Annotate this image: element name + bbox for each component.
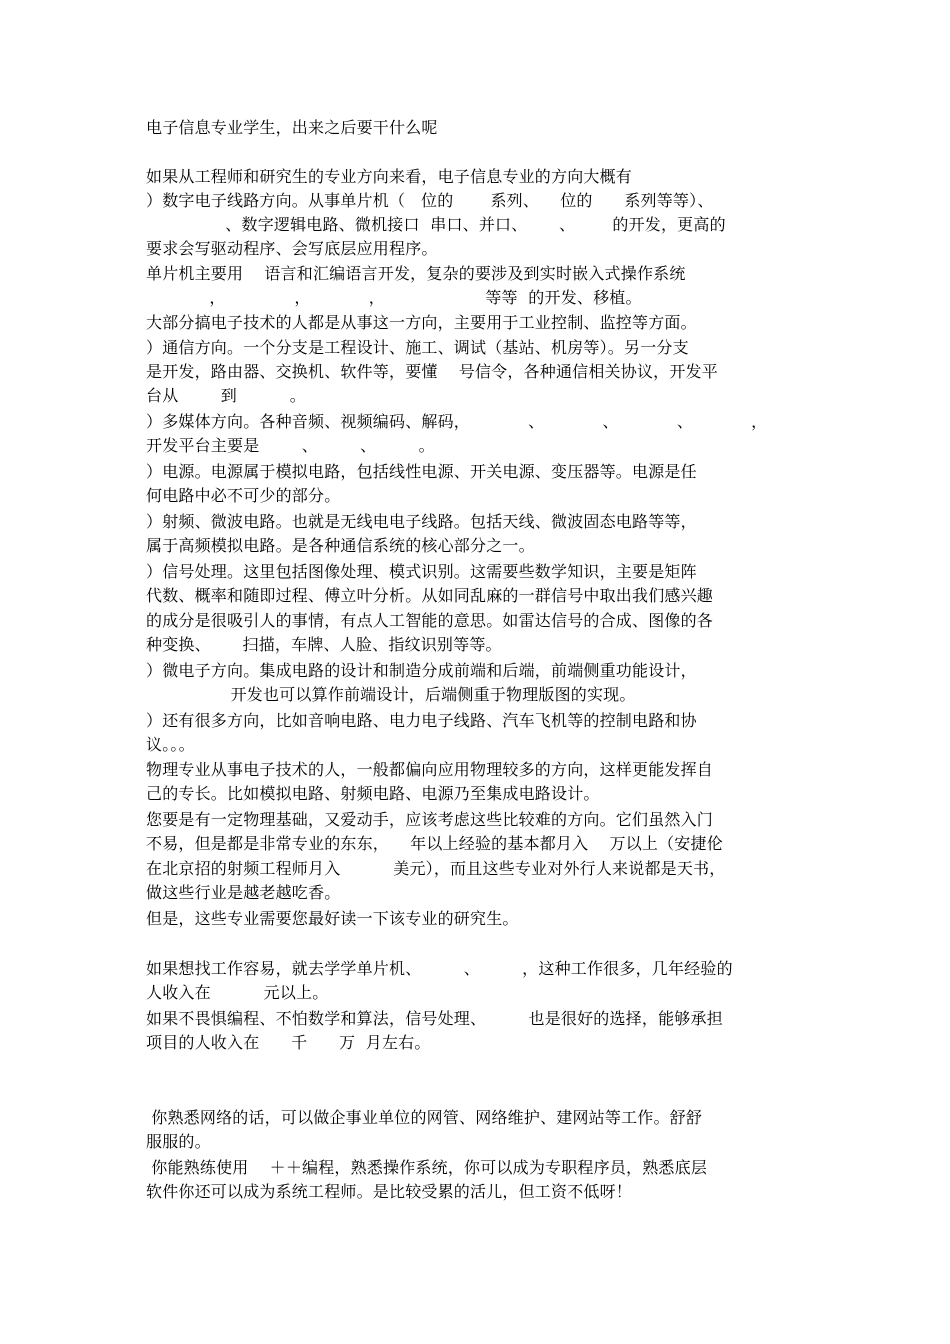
paragraph-line: 要求会写驱动程序、会写底层应用程序。 (146, 239, 438, 258)
paragraph-line: ）通信方向。一个分支是工程设计、施工、调试（基站、机房等）。另一分支 (146, 338, 689, 357)
paragraph-line: 台从 到 。 (146, 386, 306, 405)
paragraph-line: 如果从工程师和研究生的专业方向来看，电子信息专业的方向大概有 (146, 167, 633, 186)
paragraph-line: 您要是有一定物理基础，又爱动手，应该考虑这些比较难的方向。它们虽然入门 (146, 810, 714, 829)
paragraph-line: ）信号处理。这里包括图像处理、模式识别。这需要些数学知识，主要是矩阵 (146, 562, 697, 581)
paragraph-line: ）还有很多方向，比如音响电路、电力电子线路、汽车飞机等的控制电路和协 (146, 711, 697, 730)
paragraph-line: 项目的人收入在 千 万 月左右。 (146, 1033, 431, 1052)
paragraph-line: 做这些行业是越老越吃香。 (146, 883, 341, 902)
paragraph-line: 如果不畏惧编程、不怕数学和算法，信号处理、 也是很好的选择，能够承担 (146, 1009, 723, 1028)
paragraph-line: 软件你还可以成为系统工程师。是比较受累的活儿，但工资不低呀！ (146, 1182, 633, 1201)
paragraph-line: ， ， ， 等等 的开发、移植。 (146, 288, 642, 307)
paragraph-line: ）数字电子线路方向。从事单片机（ 位的 系列、 位的 系列等等）、 (146, 191, 714, 210)
paragraph-line: 种变换、 扫描，车牌、人脸、指纹识别等等。 (146, 635, 502, 654)
paragraph-line: 物理专业从事电子技术的人，一般都偏向应用物理较多的方向，这样更能发挥自 (146, 760, 714, 779)
paragraph-line: 的成分是很吸引人的事情，有点人工智能的意思。如雷达信号的合成、图像的各 (146, 611, 714, 630)
paragraph-line: 如果想找工作容易，就去学学单片机、 、 ，这种工作很多，几年经验的 (146, 959, 733, 978)
paragraph-line: ）多媒体方向。各种音频、视频编码、解码， 、 、 、 ， (146, 412, 768, 431)
paragraph-line: 但是，这些专业需要您最好读一下该专业的研究生。 (146, 909, 519, 928)
paragraph-line: 开发平台主要是 、 、 。 (146, 436, 435, 455)
paragraph-line: 属于高频模拟电路。是各种通信系统的核心部分之一。 (146, 536, 535, 555)
paragraph-line: 在北京招的射频工程师月入 美元），而且这些专业对外行人来说都是天书， (146, 859, 726, 878)
paragraph-line: 议。。。 (146, 735, 195, 754)
paragraph-line: 、数字逻辑电路、微机接口 串口、并口、 、 的开发，更高的 (146, 215, 726, 234)
paragraph-line: 开发也可以算作前端设计，后端侧重于物理版图的实现。 (146, 685, 636, 704)
paragraph-line: 你能熟练使用 ＋＋编程，熟悉操作系统，你可以成为专职程序员，熟悉底层 (146, 1158, 708, 1177)
paragraph-line: 服服的。 (146, 1132, 211, 1151)
paragraph-line: 大部分搞电子技术的人都是从事这一方向，主要用于工业控制、监控等方面。 (146, 313, 697, 332)
paragraph-line: 代数、概率和随即过程、傅立叶分析。从如同乱麻的一群信号中取出我们感兴趣 (146, 586, 714, 605)
doc-title: 电子信息专业学生，出来之后要干什么呢 (146, 118, 438, 137)
paragraph-line: 己的专长。比如模拟电路、射频电路、电源乃至集成电路设计。 (146, 784, 600, 803)
paragraph-line: 何电路中必不可少的部分。 (146, 486, 341, 505)
paragraph-line: ）射频、微波电路。也就是无线电电子线路。包括天线、微波固态电路等等， (146, 512, 697, 531)
paragraph-line: 你熟悉网络的话，可以做企事业单位的网管、网络维护、建网站等工作。舒舒 (146, 1108, 703, 1127)
paragraph-line: 不易，但是都是非常专业的东东， 年以上经验的基本都月入 万以上（安捷伦 (146, 834, 723, 853)
paragraph-line: ）电源。电源属于模拟电路，包括线性电源、开关电源、变压器等。电源是任 (146, 462, 697, 481)
paragraph-line: 单片机主要用 语言和汇编语言开发，复杂的要涉及到实时嵌入式操作系统 (146, 264, 686, 283)
paragraph-line: 人收入在 元以上。 (146, 983, 329, 1002)
paragraph-line: ）微电子方向。集成电路的设计和制造分成前端和后端，前端侧重功能设计， (146, 661, 697, 680)
paragraph-line: 是开发，路由器、交换机、软件等，要懂 号信令，各种通信相关协议，开发平 (146, 362, 718, 381)
